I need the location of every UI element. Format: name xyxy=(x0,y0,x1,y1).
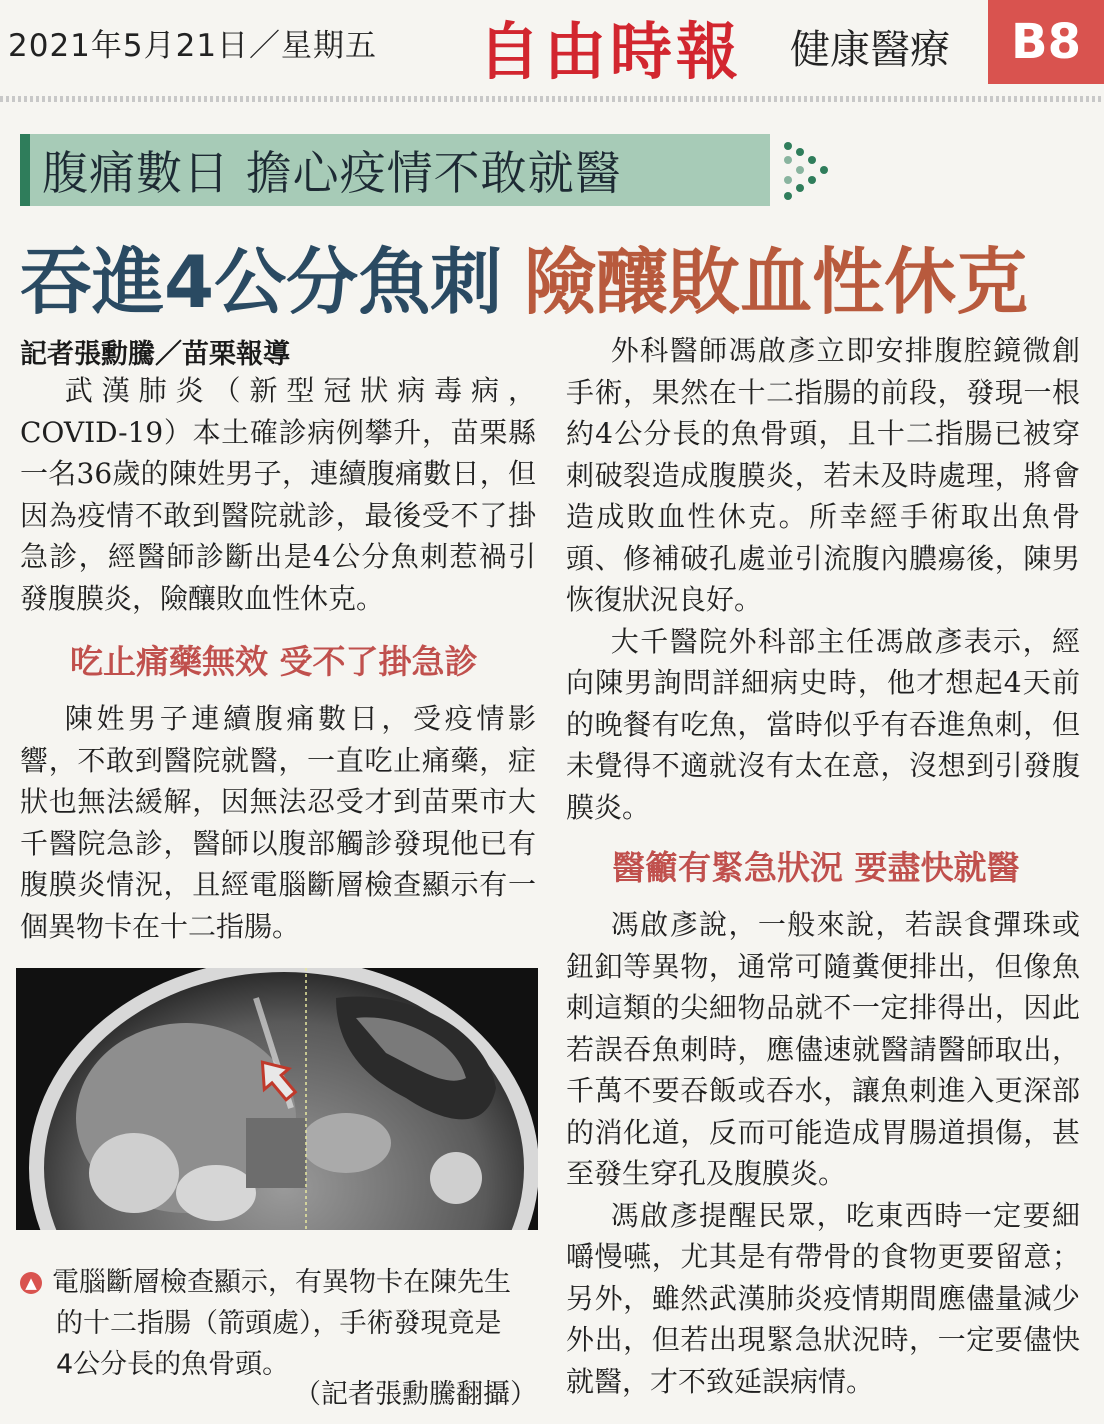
headline-part1: 吞進4公分魚刺 xyxy=(20,240,503,324)
subhead-1: 吃止痛藥無效 受不了掛急診 xyxy=(70,642,478,681)
page-number-badge: B8 xyxy=(988,0,1104,84)
kicker-banner xyxy=(20,134,770,206)
caption-line: ▲ 電腦斷層檢查顯示，有異物卡在陳先生 xyxy=(20,1262,540,1303)
paragraph: 馮啟彥提醒民眾，吃東西時一定要細嚼慢嚥，尤其是有帶骨的食物更要留意；另外，雖然武漢肺炎疫情期間應儘量減少外出，但若出現緊急狀況時，一定要儘快就醫，才不致延誤病情。 xyxy=(566,1198,1080,1398)
col1-body xyxy=(20,698,536,947)
masthead-divider xyxy=(0,96,1104,102)
photo-credit: （記者張勳騰翻攝） xyxy=(294,1379,537,1410)
paragraph: 大千醫院外科部主任馮啟彥表示，經向陳男詢問詳細病史時，他才想起4天前的晚餐有吃魚，當時似乎有吞進魚刺，但未覺得不適就沒有太在意，沒想到引發腹膜炎。 xyxy=(566,624,1080,824)
paragraph: 馮啟彥說，一般來說，若誤食彈珠或鈕釦等異物，通常可隨糞便排出，但像魚刺這類的尖細物品就不一定排得出，因此若誤吞魚刺時，應儘速就醫請醫師取出，千萬不要吞飯或吞水，讓魚刺進入更深部的消化道，反而可能造成胃腸道損傷，甚至發生穿孔及腹膜炎。 xyxy=(566,908,1080,1190)
issue-date: 2021年5月21日／星期五 xyxy=(8,28,378,64)
col2-body-bottom xyxy=(566,904,1080,1402)
paragraph: 外科醫師馮啟彥立即安排腹腔鏡微創手術，果然在十二指腸的前段，發現一根約4公分長的魚骨頭，且十二指腸已被穿刺破裂造成腹膜炎，若未及時處理，將會造成敗血性休克。所幸經手術取出魚骨頭、修補破孔處並引流腹內膿瘍後，陳男恢復狀況良好。 xyxy=(566,334,1080,616)
up-arrow-icon: ▲ xyxy=(20,1272,42,1294)
newspaper-logo: 自由時報 xyxy=(478,15,743,88)
dots-ornament-icon xyxy=(782,136,834,206)
headline xyxy=(20,224,1028,324)
headline-part2: 險釀敗血性休克 xyxy=(524,240,1029,324)
section-name: 健康醫療 xyxy=(790,27,950,73)
photo-caption xyxy=(20,1262,540,1385)
col1-intro xyxy=(20,370,536,619)
masthead xyxy=(0,0,1104,88)
kicker-text: 腹痛數日 擔心疫情不敢就醫 xyxy=(42,146,622,200)
ct-scan-photo xyxy=(16,968,538,1230)
caption-line: 的十二指腸（箭頭處），手術發現竟是 xyxy=(56,1308,502,1339)
paragraph: 武漢肺炎（新型冠狀病毒病，COVID-19）本土確診病例攀升，苗栗縣一名36歲的陳姓男子，連續腹痛數日，但因為疫情不敢到醫院就診，最後受不了掛急診，經醫師診斷出是4公分魚刺惹禍引發腹膜炎，險釀敗血性休克。 xyxy=(20,374,536,615)
col2-body-top xyxy=(566,330,1080,828)
caption-line: 4公分長的魚骨頭。 xyxy=(56,1349,290,1380)
byline: 記者張勳騰／苗栗報導 xyxy=(20,339,290,370)
subhead-2: 醫籲有緊急狀況 要盡快就醫 xyxy=(612,848,1020,887)
paragraph: 陳姓男子連續腹痛數日，受疫情影響，不敢到醫院就醫，一直吃止痛藥，症狀也無法緩解，因無法忍受才到苗栗市大千醫院急診，醫師以腹部觸診發現他已有腹膜炎情況，且經電腦斷層檢查顯示有一個異物卡在十二指腸。 xyxy=(20,702,536,943)
